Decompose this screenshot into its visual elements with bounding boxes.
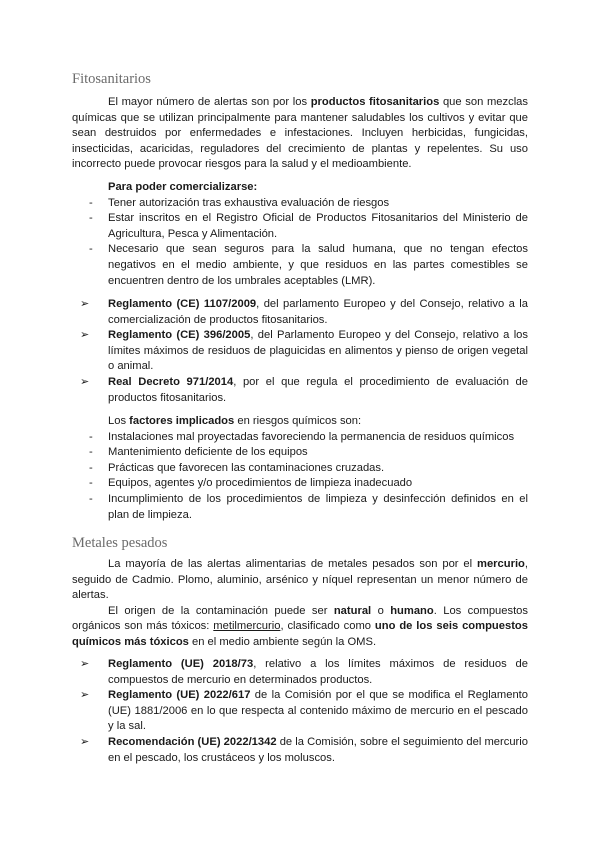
list-item: - Necesario que sean seguros para la salud humana, que no tengan efectos negativos en el medio ambiente, y que residuos en las partes comestibles se encuentren dentro de los umbrales aceptables (LMR). xyxy=(72,242,528,289)
p1-text-start: La mayoría de las alertas alimentarias de metales pesados son por el xyxy=(108,558,478,570)
regulation-text: de la Comisión por el que se modifica el Reglamento (UE) 1881/2006 en lo que respecta al contenido máximo de mercurio en el pescado y la sal. xyxy=(108,689,528,733)
regulation-title: Reglamento (CE) 1107/2009 xyxy=(108,298,257,310)
regulations-list xyxy=(72,657,528,766)
metales-paragraph-1 xyxy=(72,557,528,651)
regulation-item xyxy=(72,657,528,688)
regulation-title: Reglamento (UE) 2018/73 xyxy=(108,658,254,670)
regulation-text: , del Parlamento Europeo y del Consejo, relativo a los límites máximos de residuos de plaguicidas en alimentos y pienso de origen vegetal o animal. xyxy=(108,329,528,373)
section-heading-metales: Metales pesados xyxy=(72,535,168,551)
list-item: - Tener autorización tras exhaustiva evaluación de riesgos xyxy=(72,196,528,212)
regulation-text: , del parlamento Europeo y del Consejo, relativo a la comercialización de productos fitosanitarios. xyxy=(108,298,528,326)
section-heading-fitosanitarios: Fitosanitarios xyxy=(72,71,151,87)
list-item: - Equipos, agentes y/o procedimientos de limpieza inadecuado xyxy=(72,476,528,492)
intro-bold: productos fitosanitarios xyxy=(310,96,440,108)
intro-paragraph xyxy=(72,95,528,173)
regulations-block-2 xyxy=(72,657,528,766)
regulation-item xyxy=(72,735,528,766)
underlined-term: metilmercurio xyxy=(213,620,281,633)
commercial-list xyxy=(72,196,528,290)
regulation-title: Reglamento (UE) 2022/617 xyxy=(108,689,251,702)
list-item: - Estar inscritos en el Registro Oficial de Productos Fitosanitarios del Ministerio de Agricultura, Pesca y Alimentación. xyxy=(72,211,528,242)
arrow-bullet-icon: ➢ xyxy=(80,375,90,388)
factors-list xyxy=(72,430,528,524)
factors-bold: factores implicados xyxy=(129,415,235,427)
regulations-list xyxy=(72,297,528,406)
commercial-block xyxy=(72,180,528,289)
regulation-title: Real Decreto 971/2014 xyxy=(108,375,234,388)
regulation-item xyxy=(72,375,528,406)
metales-paragraph-2: El origen de la contaminación puede ser natural o humano. Los compuestos orgánicos son más tóxicos: metilmercurio, clasificado como uno de los seis compuestos químicos más tóxicos en el medio ambiente según la OMS. xyxy=(72,604,528,648)
regulation-item xyxy=(72,328,528,375)
regulation-item xyxy=(72,297,528,328)
intro-text-end: que son mezclas químicas que se utilizan principalmente para mantener saludables los cultivos y evitar que sean destruidos por enfermedades e infestaciones. Incluyen herbicidas, fungicidas, insecticidas, acaricidas, reguladores del crecimiento de plantas y repelentes. Su uso incorrecto puede provocar riesgos para la salud y el medioambiente. xyxy=(72,96,528,171)
regulation-title: Recomendación (UE) 2022/1342 xyxy=(108,735,277,748)
regulation-item xyxy=(72,688,528,735)
commercial-heading: Para poder comercializarse: xyxy=(108,181,258,193)
regulation-text: , relativo a los límites máximos de residuos de compuestos de mercurio en determinados productos. xyxy=(108,658,528,686)
arrow-bullet-icon: ➢ xyxy=(80,735,90,748)
arrow-bullet-icon: ➢ xyxy=(80,658,90,670)
list-item: - Prácticas que favorecen las contaminaciones cruzadas. xyxy=(72,461,528,477)
regulation-text: de la Comisión, sobre el seguimiento del mercurio en el pescado, los crustáceos y los moluscos. xyxy=(108,735,528,764)
p1-text-end: , seguido de Cadmio. Plomo, aluminio, arsénico y níquel representan un menor número de alertas. xyxy=(72,558,528,602)
list-item: - Instalaciones mal proyectadas favoreciendo la permanencia de residuos químicos xyxy=(72,430,528,446)
regulation-title: Reglamento (CE) 396/2005 xyxy=(108,329,251,342)
list-item: - Incumplimiento de los procedimientos de limpieza y desinfección definidos en el plan de limpieza. xyxy=(72,492,528,523)
list-item: - Mantenimiento deficiente de los equipos xyxy=(72,445,528,461)
regulation-text: , por el que regula el procedimiento de evaluación de productos fitosanitarios. xyxy=(108,375,528,404)
factors-text-start: Los xyxy=(108,415,130,427)
factors-text-end: en riesgos químicos son: xyxy=(234,415,362,427)
arrow-bullet-icon: ➢ xyxy=(80,298,90,310)
intro-text-start: El mayor número de alertas son por los xyxy=(108,96,311,108)
factors-block xyxy=(72,414,528,523)
regulations-block-1 xyxy=(72,297,528,406)
arrow-bullet-icon: ➢ xyxy=(80,689,90,702)
p1-bold: mercurio xyxy=(477,558,525,570)
arrow-bullet-icon: ➢ xyxy=(80,329,90,342)
